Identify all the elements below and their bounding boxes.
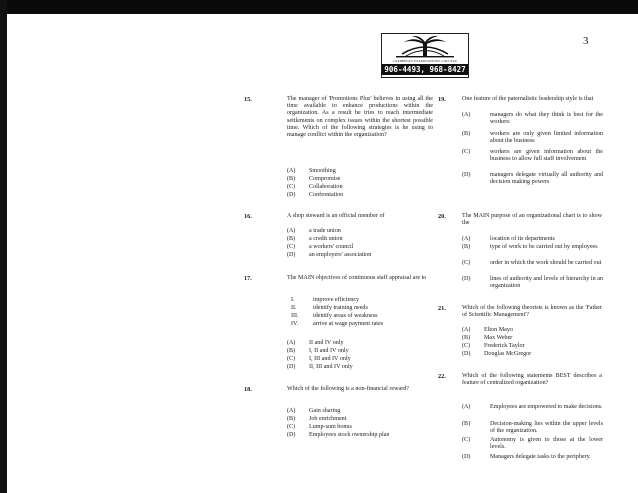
option-c: (C) Frederick Taylor	[462, 343, 525, 349]
logo-phone-band: 906-4493, 968-8427	[382, 64, 468, 75]
roman-item-ii: II. identify training needs	[291, 305, 368, 311]
college-logo	[381, 33, 469, 78]
scan-left-border	[0, 0, 7, 493]
option-b: Decision-making lies within the upper levels of the organization.	[490, 421, 603, 435]
question-stem: Which of the following is a non-financial reward?	[287, 386, 409, 392]
option-d-label: (D)	[462, 172, 471, 178]
question-number: 19.	[438, 96, 446, 103]
option-a: (A) Smoothing	[287, 168, 336, 174]
option-a-label: (A)	[462, 404, 471, 410]
option-b: (B) Max Weber	[462, 335, 513, 341]
question-stem: The MAIN purpose of an organizational chart is to show the	[462, 213, 602, 227]
option-c: workers are given information about the business to allow full staff involvement	[490, 149, 603, 163]
question-number: 15.	[244, 96, 252, 103]
option-b-label: (B)	[462, 131, 471, 137]
option-c: (C) I, III and IV only	[287, 356, 351, 362]
roman-item-iv: IV. arrive at wage payment rates	[291, 321, 384, 327]
option-d: (D) Douglas McGregor	[462, 351, 532, 357]
option-a: (A) Elton Mayo	[462, 327, 513, 333]
option-c: order in which the work should be carried out	[490, 260, 602, 266]
question-stem: One feature of the paternalistic leadership style is that	[462, 96, 594, 102]
option-b-label: (B)	[462, 244, 471, 250]
roman-item-i: I. improve efficiency	[291, 297, 360, 303]
option-b-label: (B)	[462, 421, 471, 427]
option-b: type of work to be carried out by employees	[490, 244, 598, 250]
option-b: (B) Compromise	[287, 176, 341, 182]
question-stem: Which of the following theorists is known as the 'Father of Scientific Management'?	[462, 305, 602, 319]
question-number: 20.	[438, 213, 446, 220]
option-c: Autonomy is given to those at the lower levels.	[490, 437, 603, 451]
option-d: (D) an employers' association	[287, 252, 372, 258]
logo-institution-text: CARIBBEAN EXAMINATIONS COLLEGE	[392, 59, 458, 63]
question-stem: Which of the following statements BEST describes a feature of centralized organization?	[462, 373, 602, 387]
option-c-label: (C)	[462, 260, 471, 266]
option-d: (D) II, III and IV only	[287, 364, 353, 370]
page-number: 3	[583, 35, 589, 47]
option-b: (B) I, II and IV only	[287, 348, 349, 354]
option-a: location of its departments	[490, 236, 555, 242]
question-stem: A shop steward is an official member of	[287, 213, 385, 219]
option-a: Employees are empowered to make decisions.	[490, 404, 603, 410]
option-d: Managers delegate tasks to the periphery.	[490, 454, 591, 460]
option-a: (A) Gain sharing	[287, 408, 341, 414]
scan-top-border	[0, 0, 638, 14]
question-number: 18.	[244, 386, 252, 393]
option-d: lines of authority and levels of hierarchy in an organization	[490, 276, 603, 290]
option-a: (A) II and IV only	[287, 340, 344, 346]
roman-item-iii: III. identify areas of weakness	[291, 313, 378, 319]
option-c-label: (C)	[462, 149, 471, 155]
option-a: managers do what they think is best for the workers	[490, 112, 603, 126]
question-number: 17.	[244, 275, 252, 282]
option-a-label: (A)	[462, 236, 471, 242]
question-stem: The manager of 'Promotions Plus' believes in using all the time available to enhance productions within the organization. As a result he tries to reach intermediate settlements on complex issues within the shortest possible time. Which of the following strategies is he using to manage conflict within the organization?	[287, 96, 433, 139]
option-c: (C) a workers' council	[287, 244, 354, 250]
question-number: 21.	[438, 305, 446, 312]
option-d: (D) Confrontation	[287, 192, 344, 198]
option-b: (B) Job enrichment	[287, 416, 347, 422]
option-d-label: (D)	[462, 276, 471, 282]
option-a: (A) a trade union	[287, 228, 341, 234]
option-b: workers are only given limited information about the business	[490, 131, 603, 145]
option-a-label: (A)	[462, 112, 471, 118]
option-c: (C) Lump-sum bonus	[287, 424, 352, 430]
question-number: 16.	[244, 213, 252, 220]
option-d: (D) Employees stock ownership plan	[287, 432, 390, 438]
option-b: (B) a credit union	[287, 236, 343, 242]
question-number: 22.	[438, 373, 446, 380]
option-d-label: (D)	[462, 454, 471, 460]
option-c: (C) Collaboration	[287, 184, 343, 190]
question-stem: The MAIN objectives of continuous staff appraisal are to	[287, 275, 427, 281]
option-c-label: (C)	[462, 437, 471, 443]
option-d: managers delegate virtually all authority and decision making powers	[490, 172, 603, 186]
